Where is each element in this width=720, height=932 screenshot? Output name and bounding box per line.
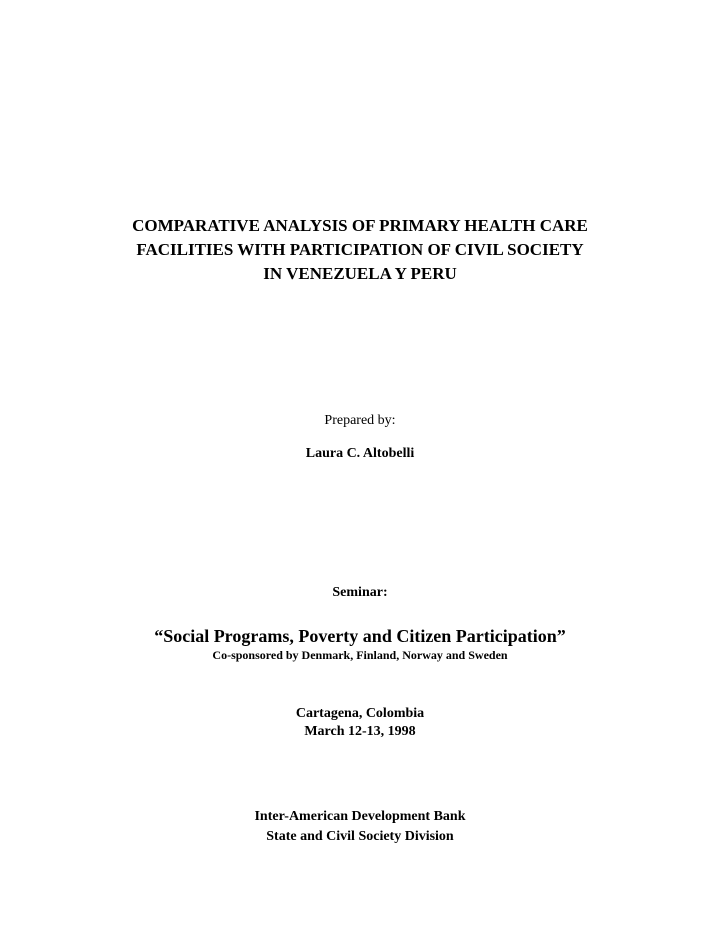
organization-division: State and Civil Society Division [266, 829, 454, 844]
organization-name: Inter-American Development Bank [254, 809, 466, 824]
title-line-1: COMPARATIVE ANALYSIS OF PRIMARY HEALTH CARE [132, 216, 588, 235]
seminar-label: Seminar: [332, 585, 388, 600]
title-line-2: FACILITIES WITH PARTICIPATION OF CIVIL SOCIETY [136, 240, 584, 259]
prepared-by-label: Prepared by: [324, 413, 396, 428]
event-dates: March 12-13, 1998 [304, 724, 416, 739]
title-line-3: IN VENEZUELA Y PERU [263, 264, 457, 283]
seminar-title: “Social Programs, Poverty and Citizen Participation” [154, 626, 566, 646]
author-name: Laura C. Altobelli [305, 446, 415, 461]
event-location: Cartagena, Colombia [295, 706, 425, 721]
seminar-sponsors: Co-sponsored by Denmark, Finland, Norway and Sweden [212, 648, 508, 662]
